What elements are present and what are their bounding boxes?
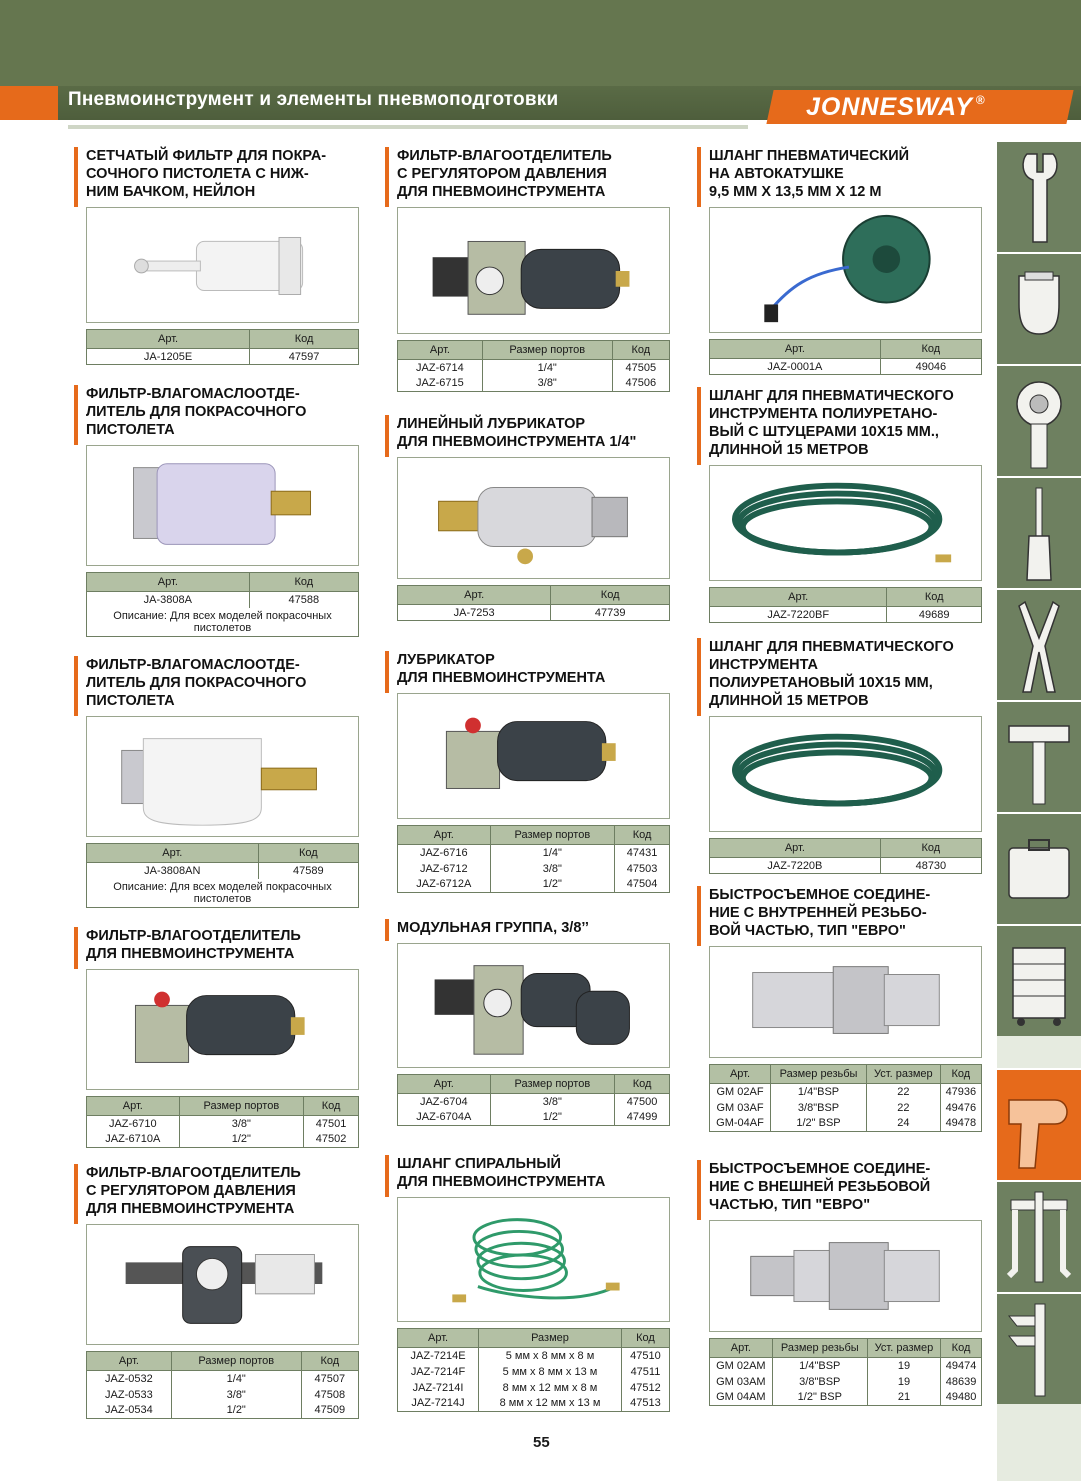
product-table [709,339,982,375]
table-row: JAZ-7214E 5 мм х 8 мм х 8 м 47510 [398,1348,670,1364]
col-header-size: Размер [479,1329,622,1348]
section-marker [385,919,389,941]
wrench-icon [1005,150,1073,246]
table-row: JA-1205E 47597 [87,349,359,365]
ratchet-icon [1005,374,1073,470]
product-image [397,207,670,334]
col-header-port-size: Размер портов [171,1352,301,1371]
sidebar-tab-hammers[interactable] [997,700,1081,812]
product-inline-lubricator [397,415,670,621]
brand-logo: JONNESWAY ® [806,93,986,121]
table-row: GM 04AM 1/2" BSP 21 49480 [710,1390,982,1406]
product-table [86,843,359,908]
col-header-code: Код [615,1075,670,1094]
sidebar-tab-pullers[interactable] [997,1180,1081,1292]
product-title: ШЛАНГ СПИРАЛЬНЫЙ ДЛЯ ПНЕВМОИНСТРУМЕНТА [397,1156,606,1190]
product-table [397,1328,670,1412]
col-header-art: Арт. [398,1329,479,1348]
product-image [709,207,982,333]
sidebar-tab-measuring[interactable] [997,1292,1081,1404]
product-pu-hose [709,638,982,874]
product-modular-group [397,919,670,1126]
table-row-description: Описание: Для всех моделей покрасочных пистолетов [87,879,359,908]
product-table [397,1074,670,1126]
product-title: МОДУЛЬНАЯ ГРУППА, 3/8’’ [397,920,589,936]
product-filter-regulator-a [86,1164,359,1419]
section-marker [697,638,701,716]
table-row: JAZ-0533 3/8" 47508 [87,1387,359,1403]
section-marker [74,1164,78,1224]
section-marker [385,415,389,457]
section-marker [385,651,389,693]
table-row-description: Описание: Для всех моделей покрасочных пистолетов [87,608,359,637]
table-row: JAZ-0534 1/2" 47509 [87,1403,359,1419]
col-header-art: Арт. [398,826,491,845]
table-row: JAZ-6704 3/8" 47500 [398,1094,670,1110]
filter-regulator-illustration [87,1225,358,1344]
col-header-code: Код [551,586,670,605]
title-underline [68,125,748,129]
col-header-art: Арт. [398,341,483,360]
section-marker [74,656,78,716]
table-row: JAZ-6714 1/4" 47505 [398,360,670,376]
product-image [709,946,982,1058]
section-marker [697,147,701,207]
col-header-code: Код [880,839,981,858]
product-image [86,1224,359,1345]
product-table [86,572,359,637]
product-coil-hose [397,1155,670,1412]
col-header-art: Арт. [710,588,887,607]
sidebar-tab-cabinets[interactable] [997,924,1081,1036]
table-row: JAZ-7214F 5 мм х 8 мм х 13 м 47511 [398,1364,670,1380]
product-image [86,969,359,1090]
product-filter-regulator-b [397,147,670,392]
filter-bowl-illustration [87,446,358,565]
title-accent [0,86,58,120]
sidebar-tab-cases[interactable] [997,812,1081,924]
col-header-art: Арт. [710,839,881,858]
product-image [86,207,359,323]
section-marker [385,1155,389,1197]
col-header-thread-size: Размер резьбы [772,1339,867,1358]
sidebar-tab-sockets[interactable] [997,252,1081,364]
col-header-art: Арт. [398,1075,491,1094]
table-row: JAZ-6710 3/8" 47501 [87,1116,359,1132]
product-image [397,943,670,1068]
table-row: JAZ-7214I 8 мм х 12 мм х 8 м 47512 [398,1380,670,1396]
socket-icon [1005,262,1073,358]
col-header-code: Код [304,1097,359,1116]
product-table [397,585,670,621]
product-hose-reel [709,147,982,375]
product-coupler-female [709,886,982,1132]
header-band [0,0,1081,86]
product-image [709,1220,982,1332]
table-row: JAZ-6704A 1/2" 47499 [398,1110,670,1126]
product-title: ФИЛЬТР-ВЛАГООТДЕЛИТЕЛЬ С РЕГУЛЯТОРОМ ДАВЛЕНИЯ ДЛЯ ПНЕВМОИНСТРУМЕНТА [397,148,612,200]
table-row: JAZ-6710A 1/2" 47502 [87,1132,359,1148]
product-title: ФИЛЬТР-ВЛАГООТДЕЛИТЕЛЬ ДЛЯ ПНЕВМОИНСТРУМЕНТА [86,928,301,962]
section-marker [697,387,701,465]
col-header-port-size: Размер портов [490,826,614,845]
product-title: ФИЛЬТР-ВЛАГОМАСЛООТДЕ- ЛИТЕЛЬ ДЛЯ ПОКРАСОЧНОГО ПИСТОЛЕТА [86,657,307,709]
filter-regulator-illustration [398,208,669,333]
table-row: GM 03AM 3/8"BSP 19 48639 [710,1374,982,1390]
product-title: ШЛАНГ ПНЕВМАТИЧЕСКИЙ НА АВТОКАТУШКЕ 9,5 ММ Х 13,5 ММ Х 12 М [709,148,910,200]
product-title: ЛУБРИКАТОР ДЛЯ ПНЕВМОИНСТРУМЕНТА [397,652,606,686]
product-filter-separator [86,927,359,1148]
col-header-code: Код [615,826,670,845]
table-row: JAZ-0001A 49046 [710,359,982,375]
product-coupler-male [709,1160,982,1406]
section-marker [697,1160,701,1220]
table-row: JAZ-6712A 1/2" 47504 [398,877,670,893]
col-header-wrench-size: Уст. размер [867,1065,941,1084]
product-table [709,1064,982,1132]
col-header-art: Арт. [87,573,250,592]
col-header-art: Арт. [87,330,250,349]
hose-reel-illustration [710,208,981,332]
table-row: JA-3808AN 47589 [87,863,359,879]
section-marker [697,886,701,946]
product-mesh-filter [86,147,359,365]
puller-icon [1005,1190,1073,1286]
col-header-art: Арт. [710,1065,771,1084]
product-table [86,1351,359,1419]
coiled-hose-illustration [710,466,981,580]
product-image [397,693,670,819]
coil-hose-illustration [398,1198,669,1321]
table-row: GM 03AF 3/8"BSP 22 49476 [710,1100,982,1116]
product-title: ШЛАНГ ДЛЯ ПНЕВМАТИЧЕСКОГО ИНСТРУМЕНТА ПОЛИУРЕТАНОВЫЙ 10Х15 ММ, ДЛИННОЙ 15 МЕТРОВ [709,639,954,709]
col-header-port-size: Размер портов [490,1075,614,1094]
sidebar-tab-pliers[interactable] [997,588,1081,700]
section-marker [385,147,389,207]
col-header-code: Код [249,573,358,592]
table-row: JAZ-7214J 8 мм х 12 мм х 13 м 47513 [398,1396,670,1412]
col-header-code: Код [940,1065,981,1084]
product-image [709,465,982,581]
section-marker [74,147,78,207]
product-lubricator [397,651,670,893]
col-header-code: Код [250,330,359,349]
table-row: JAZ-6716 1/4" 47431 [398,845,670,861]
sidebar-tab-screwdrivers[interactable] [997,476,1081,588]
product-table [397,825,670,893]
col-header-art: Арт. [87,1352,172,1371]
product-filter-oil-separator-2 [86,656,359,908]
product-title: ШЛАНГ ДЛЯ ПНЕВМАТИЧЕСКОГО ИНСТРУМЕНТА ПОЛИУРЕТАНО- ВЫЙ С ШТУЦЕРАМИ 10Х15 ММ., ДЛИННОЙ 15 МЕТРОВ [709,388,954,458]
pliers-icon [1005,598,1073,694]
male-coupler-illustration [710,1221,981,1331]
table-row: JA-7253 47739 [398,605,670,621]
product-title: БЫСТРОСЪЕМНОЕ СОЕДИНЕ- НИЕ С ВНУТРЕННЕЙ РЕЗЬБО- ВОЙ ЧАСТЬЮ, ТИП "ЕВРО" [709,887,931,939]
product-title: СЕТЧАТЫЙ ФИЛЬТР ДЛЯ ПОКРА- СОЧНОГО ПИСТОЛЕТА С НИЖ- НИМ БАЧКОМ, НЕЙЛОН [86,148,327,200]
lubricator-illustration [398,694,669,818]
col-header-art: Арт. [710,1339,773,1358]
sidebar-tab-wrenches[interactable] [997,140,1081,252]
product-table [709,1338,982,1406]
inline-lubricator-illustration [398,458,669,578]
product-pu-hose-fittings [709,387,982,623]
caliper-icon [1005,1302,1073,1398]
table-row: JA-3808A 47588 [87,592,359,608]
product-table [86,1096,359,1148]
product-image [397,1197,670,1322]
case-icon [1005,822,1073,918]
col-header-port-size: Размер портов [179,1097,303,1116]
page-number: 55 [533,1434,550,1451]
screwdriver-icon [1005,486,1073,582]
hammer-icon [1005,710,1073,806]
col-header-code: Код [612,341,669,360]
product-title: ЛИНЕЙНЫЙ ЛУБРИКАТОР ДЛЯ ПНЕВМОИНСТРУМЕНТА 1/4" [397,416,637,450]
col-header-code: Код [301,1352,358,1371]
product-table [709,587,982,623]
coiled-hose-illustration [710,717,981,831]
section-marker [74,385,78,445]
col-header-art: Арт. [398,586,551,605]
col-header-code: Код [621,1329,669,1348]
separator-illustration [87,970,358,1089]
col-header-thread-size: Размер резьбы [771,1065,867,1084]
table-row: GM-04AF 1/2" BSP 24 49478 [710,1116,982,1132]
product-table [709,838,982,874]
modular-group-illustration [398,944,669,1067]
product-filter-oil-separator-1 [86,385,359,637]
table-row: JAZ-7220BF 49689 [710,607,982,623]
product-table [397,340,670,392]
table-row: JAZ-6712 3/8" 47503 [398,861,670,877]
sidebar-tab-air-tools[interactable] [997,1068,1081,1180]
col-header-code: Код [880,340,981,359]
cabinet-icon [1005,934,1073,1030]
col-header-code: Код [258,844,358,863]
col-header-art: Арт. [710,340,881,359]
product-title: ФИЛЬТР-ВЛАГООТДЕЛИТЕЛЬ С РЕГУЛЯТОРОМ ДАВЛЕНИЯ ДЛЯ ПНЕВМОИНСТРУМЕНТА [86,1165,301,1217]
air-tool-icon [1005,1078,1073,1174]
sidebar-tab-ratchets[interactable] [997,364,1081,476]
col-header-wrench-size: Уст. размер [867,1339,940,1358]
product-image [397,457,670,579]
product-title: БЫСТРОСЪЕМНОЕ СОЕДИНЕ- НИЕ С ВНЕШНЕЙ РЕЗЬБОВОЙ ЧАСТЬЮ, ТИП "ЕВРО" [709,1161,931,1213]
col-header-art: Арт. [87,844,259,863]
product-title: ФИЛЬТР-ВЛАГОМАСЛООТДЕ- ЛИТЕЛЬ ДЛЯ ПОКРАСОЧНОГО ПИСТОЛЕТА [86,386,307,438]
product-image [86,445,359,566]
mesh-filter-illustration [87,208,358,322]
product-image [86,716,359,837]
table-row: GM 02AM 1/4"BSP 19 49474 [710,1358,982,1374]
col-header-code: Код [887,588,982,607]
product-table [86,329,359,365]
female-coupler-illustration [710,947,981,1057]
white-bowl-illustration [87,717,358,836]
product-image [709,716,982,832]
table-row: GM 02AF 1/4"BSP 22 47936 [710,1084,982,1100]
col-header-code: Код [941,1339,982,1358]
col-header-port-size: Размер портов [482,341,612,360]
table-row: JAZ-0532 1/4" 47507 [87,1371,359,1387]
col-header-art: Арт. [87,1097,180,1116]
table-row: JAZ-6715 3/8" 47506 [398,376,670,392]
section-marker [74,927,78,969]
page-title: Пневмоинструмент и элементы пневмоподготовки [68,89,559,110]
table-row: JAZ-7220B 48730 [710,858,982,874]
